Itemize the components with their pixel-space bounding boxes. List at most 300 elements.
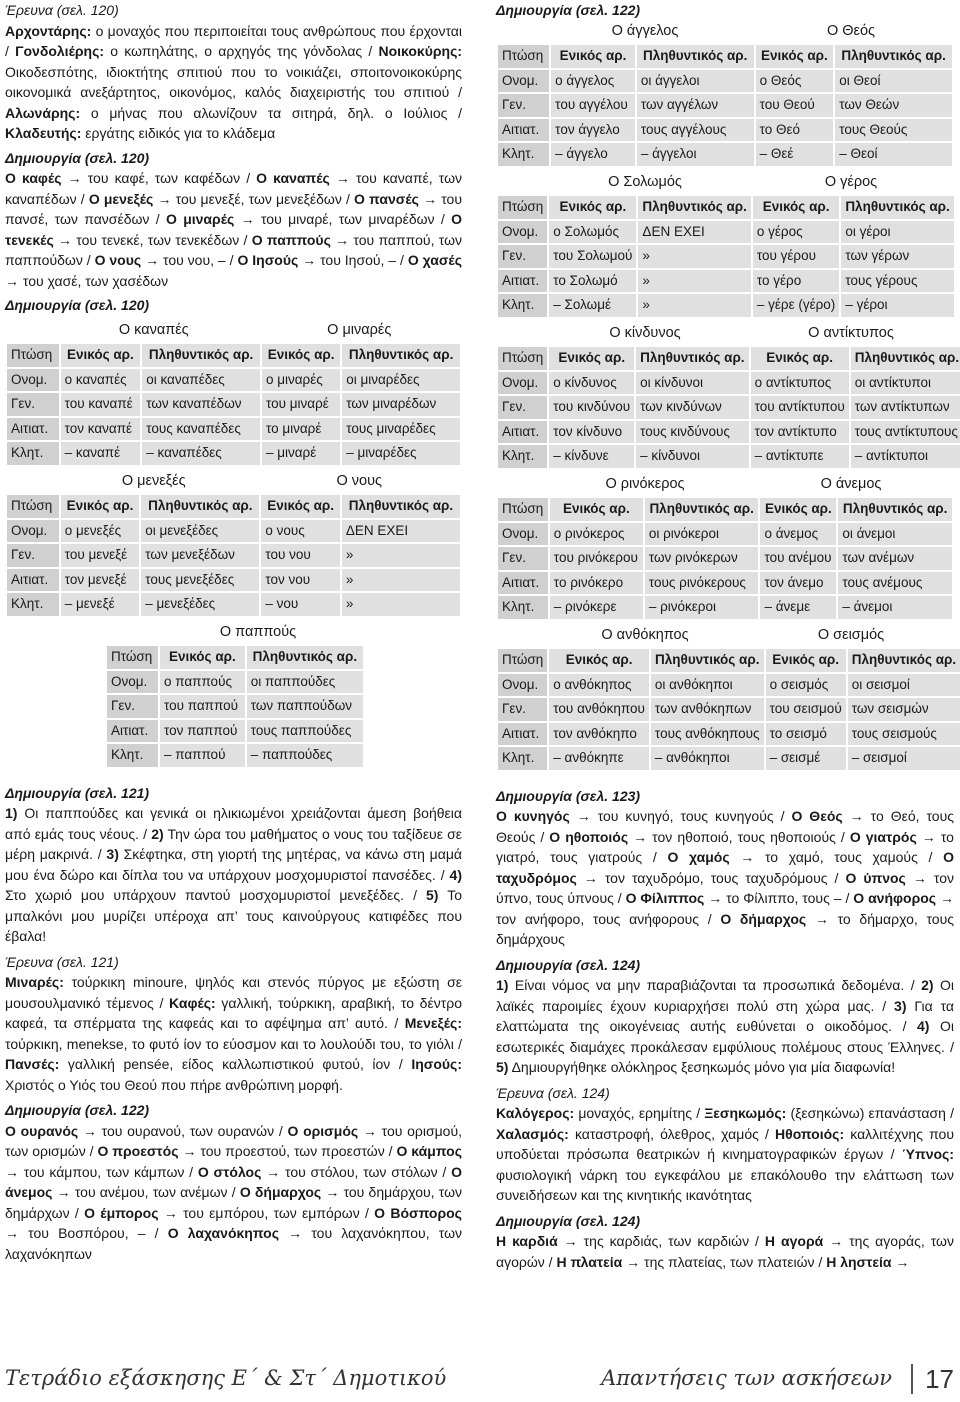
table-title: Ο κίνδυνος — [609, 324, 681, 341]
table-cell: – σεισμέ — [766, 747, 846, 770]
text-run: → της καρδιάς, των καρδιών / — [557, 1233, 765, 1249]
text-run: γαλλική pensée, είδος καλλωπιστικού φυτού, ίον / — [59, 1056, 412, 1072]
table-cell: του ανέμου — [760, 547, 836, 570]
declension-table — [5, 320, 462, 467]
table-cell: – μιναρέ — [262, 442, 340, 465]
text-run: Οι παππούδες και γενικά οι ηλικιωμένοι χρειάζονται άμεση βοήθεια από εμάς τους νέους. / — [5, 805, 462, 842]
bold-term: Ο Θεός — [791, 808, 843, 824]
case-label: Γεν. — [498, 698, 547, 721]
table-cell: τους μενεξέδες — [141, 569, 259, 592]
table-cell: τους παππούδες — [247, 720, 363, 743]
table-row — [498, 245, 954, 268]
section-heading: Δημιουργία (σελ. 122) — [5, 1102, 150, 1118]
text-run: Οι εσωτερικές διαμάχες προκάλεσαν εμφύλιους πολέμους στους Έλληνες. / — [496, 1018, 954, 1055]
table-titles — [5, 471, 462, 492]
table-row — [498, 294, 954, 317]
bold-term: Ηθοποιός: — [775, 1125, 845, 1142]
text-run: → της αγοράς, των αγορών / — [496, 1233, 954, 1270]
paragraph — [496, 1231, 954, 1272]
title-spacer — [496, 625, 542, 646]
case-label: Αιτιατ. — [107, 720, 158, 743]
table-cell: ο ανθόκηπος — [549, 674, 649, 697]
case-column-header: Πτώση — [7, 495, 59, 518]
table-cell: οι κίνδυνοι — [636, 372, 748, 395]
table-cell: » — [638, 294, 750, 317]
table-cell: των καναπέδων — [142, 393, 260, 416]
right-column — [496, 0, 960, 1272]
case-label: Κλητ. — [498, 445, 547, 468]
text-run: Δημιουργήθηκε ολόκληρος ξεσηκωμός μόνο για μία διαφωνία! — [508, 1059, 896, 1075]
bold-term: Μιναρές: — [5, 974, 64, 990]
text-run: → του χασέ, των χασέδων — [5, 272, 169, 289]
table-cell: – άγγελο — [551, 143, 635, 166]
case-label: Ονομ. — [498, 70, 549, 93]
table-cell: – ανθόκηποι — [651, 747, 764, 770]
table-titles — [5, 320, 462, 341]
text-run: → το Φίλιππο, τους – / — [704, 890, 854, 906]
table-cell: του μιναρέ — [262, 393, 340, 416]
text-run: → το δήμαρχο, τους δημάρχους — [496, 910, 954, 947]
table-header-row — [7, 344, 460, 367]
bold-term: Ο ουρανός — [5, 1122, 79, 1139]
number-header: Ενικός αρ. — [756, 45, 834, 68]
case-label: Ονομ. — [498, 221, 547, 244]
table-cell: – μενεξέδες — [141, 593, 259, 616]
case-label: Ονομ. — [498, 372, 547, 395]
paragraph — [5, 972, 462, 1095]
case-label: Γεν. — [498, 94, 549, 117]
table-cell: – νου — [261, 593, 340, 616]
text-run: ο μήνας που αλωνίζουν τα σιτηρά, δηλ. ο Ιούλιος / — [80, 104, 462, 121]
case-column-header: Πτώση — [498, 649, 547, 672]
table-row — [107, 720, 363, 743]
table-title: Ο παππούς — [219, 623, 297, 640]
text-run: καλλιτέχνης που υποδύεται πρόσωπα θεατρικών ή κινηματογραφικών έργων / — [496, 1125, 954, 1162]
section-heading: Δημιουργία (σελ. 120) — [5, 149, 150, 166]
text-run: Σκέφτηκα, στη γιορτή της μητέρας, να κάνω στη μαμά μου ένα δώρο και δίπλα του να υπάρχουν μοσχομυριστοί πανσέδες. / — [5, 846, 463, 883]
paragraph — [5, 803, 462, 947]
table-cell: των ρινόκερων — [645, 547, 759, 570]
case-label: Κλητ. — [498, 596, 548, 619]
table-row — [7, 442, 460, 465]
text-run: ο μοναχός που περιποιείται τους ανθρώπους που έρχονται / — [5, 22, 462, 59]
text-run: → το χαμό, τους χαμούς / — [729, 849, 944, 865]
text-run: Οικοδεσπότης, ιδιοκτήτης σπιτιού που το νοικιάζει, σποιτονοικοκύρης οικονομικά ανεξάρτητος, οικονόμος, καλός διαχειριστής του σπιτιού / — [5, 63, 462, 100]
table-cell: τους ρινόκερους — [645, 572, 759, 595]
text-run: → τον ύπνο, τους ύπνους / — [496, 869, 955, 906]
case-label: Κλητ. — [498, 294, 547, 317]
table-cell: – γέροι — [841, 294, 953, 317]
case-label: Γεν. — [498, 245, 547, 268]
table-cell: – καναπέδες — [142, 442, 260, 465]
bold-term: Χαλασμός: — [496, 1125, 569, 1142]
text-run: τούρκικη minoure, ψηλός και στενός πύργος με εξώστη σε μουσουλμανικό τέμενος / — [5, 974, 462, 1011]
table-row — [498, 523, 952, 546]
table-cell: του αγγέλου — [551, 94, 635, 117]
case-label: Κλητ. — [7, 593, 59, 616]
table-cell: τον αντίκτυπο — [751, 421, 849, 444]
table-row — [498, 270, 954, 293]
table-cell: ο αντίκτυπος — [751, 372, 849, 395]
case-label: Κλητ. — [107, 744, 158, 767]
table-cell: ο άνεμος — [760, 523, 836, 546]
case-label: Κλητ. — [498, 143, 549, 166]
text-run: Το μπαλκόνι μου μυρίζει υπέροχα απ’ τους καινούργους κατιφέδες που έβαλα! — [5, 887, 463, 944]
table-cell: ο γέρος — [753, 221, 839, 244]
bold-term: Μενεξές: — [404, 1015, 462, 1031]
case-label: Ονομ. — [498, 523, 548, 546]
case-label: Γεν. — [498, 547, 548, 570]
bold-term: Η πλατεία — [556, 1253, 623, 1270]
text-run: καταστροφή, όλεθρος, χαμός / — [568, 1125, 776, 1142]
text-run: → του πανσέ, των πανσέδων / — [5, 190, 462, 227]
section-heading: Έρευνα (σελ. 121) — [5, 953, 119, 970]
table-cell: των αντίκτυπων — [851, 396, 960, 419]
text-run: → του προεστού, των προεστών / — [178, 1143, 397, 1159]
case-label: Κλητ. — [7, 442, 59, 465]
table-row — [498, 143, 952, 166]
table-cell: του παππού — [160, 695, 245, 718]
text-run: → του κυνηγό, τους κυνηγούς / — [569, 808, 792, 824]
table-cell: – ρινόκερε — [550, 596, 643, 619]
declension-table — [496, 323, 960, 470]
case-column-header: Πτώση — [498, 45, 549, 68]
text-run: εργάτης ειδικός για το κλάδεμα — [81, 125, 276, 141]
table-cell: ο Σολωμός — [549, 221, 636, 244]
bold-term: Η καρδιά — [496, 1233, 558, 1249]
table-cell: – παππούδες — [247, 744, 363, 767]
number-header: Πληθυντικός αρ. — [848, 649, 960, 672]
number-header: Ενικός αρ. — [760, 498, 836, 521]
table-header-row — [498, 498, 952, 521]
bold-term: Ο ηθοποιός — [549, 828, 629, 845]
table-cell: τον άγγελο — [551, 119, 635, 142]
table-title: Ο μιναρές — [327, 321, 392, 338]
text-run: → του Ιησού, – / — [298, 252, 408, 268]
table-cell: του νου — [261, 544, 340, 567]
footer-book-title: Τετράδιο εξάσκησης Ε΄ & Στ΄ Δημοτικού — [5, 1366, 447, 1390]
table-titles — [105, 622, 365, 643]
table-cell: – Θεέ — [756, 143, 834, 166]
table-cell: οι παππούδες — [247, 671, 363, 694]
text-run: τούρκικη, menekse, το φυτό ίον το εύοσμον και το λουλούδι του, το γιόλι / — [5, 1035, 462, 1052]
declension-grid — [496, 647, 960, 772]
table-cell: τους καναπέδες — [142, 418, 260, 441]
table-cell: τους γέρους — [841, 270, 953, 293]
case-label: Αιτιατ. — [498, 119, 549, 142]
declension-grid — [496, 496, 954, 621]
table-cell: του ρινόκερου — [550, 547, 643, 570]
table-row — [107, 671, 363, 694]
case-label: Γεν. — [107, 695, 158, 718]
table-row — [498, 396, 960, 419]
text-run: → του μιναρέ, των μιναρέδων / — [234, 211, 452, 227]
table-cell: οι άγγελοι — [637, 70, 754, 93]
number-header: Ενικός αρ. — [262, 344, 340, 367]
declension-table — [496, 474, 954, 621]
table-cell: » — [638, 270, 750, 293]
table-cell: ο παππούς — [160, 671, 245, 694]
table-cell: τον καναπέ — [61, 418, 141, 441]
text-run: → το Θεό, τους Θεούς / — [496, 808, 954, 845]
table-title: Ο Σολωμός — [608, 173, 682, 190]
bold-term: Νοικοκύρης: — [378, 43, 463, 59]
table-row — [498, 94, 952, 117]
title-spacer — [5, 471, 51, 492]
number-header: Ενικός αρ. — [551, 45, 635, 68]
section-heading: Έρευνα (σελ. 120) — [5, 2, 119, 18]
table-title: Ο αντίκτυπος — [808, 324, 894, 341]
declension-table — [5, 471, 462, 618]
case-label: Ονομ. — [498, 674, 547, 697]
table-cell: ο μιναρές — [262, 369, 340, 392]
text-run: → του Βοσπόρου, – / — [5, 1225, 168, 1241]
bold-term: Ο νους — [94, 252, 142, 268]
bold-term: Ο κυνηγός — [496, 808, 570, 824]
left-column — [5, 0, 462, 1264]
table-row — [498, 70, 952, 93]
text-run: → το γιατρό, τους γιατρούς / — [496, 828, 954, 865]
bold-term: Καλόγερος: — [496, 1105, 575, 1121]
table-cell: το ρινόκερο — [550, 572, 643, 595]
table-header-row — [107, 646, 363, 669]
table-row — [498, 572, 952, 595]
table-cell: – Σολωμέ — [549, 294, 636, 317]
case-label: Αιτιατ. — [498, 421, 547, 444]
text-run: ο κωπηλάτης, ο αρχηγός της γόνδολας / — [104, 43, 379, 59]
table-cell: του Σολωμού — [549, 245, 636, 268]
text-run: Χριστός ο Υιός του Θεού που πήρε ανθρώπινη μορφή. — [5, 1076, 343, 1093]
text-run: → του τενεκέ, των τενεκέδων / — [53, 231, 252, 248]
bold-term: Ο δήμαρχος — [239, 1184, 322, 1200]
table-cell: ο ρινόκερος — [550, 523, 643, 546]
table-cell: ο σεισμός — [766, 674, 846, 697]
table-header-row — [498, 649, 960, 672]
bold-term: Ο προεστός — [97, 1143, 179, 1159]
section-heading: Δημιουργία (σελ. 124) — [496, 956, 641, 973]
table-cell: τους μιναρέδες — [342, 418, 460, 441]
table-title: Ο ρινόκερος — [605, 475, 685, 492]
number-header: Πληθυντικός αρ. — [638, 196, 750, 219]
case-label: Γεν. — [7, 393, 59, 416]
title-spacer — [496, 172, 542, 193]
bold-term: 1) — [5, 805, 18, 821]
text-run: → του ορισμού, των ορισμών / — [5, 1122, 463, 1159]
text-run: γαλλική, τούρκικη, αραβική, το δέντρο καφεά, τα σπέρματα της καφεάς και το αφέψημα απ’ αυτό. / — [5, 994, 462, 1031]
table-row — [498, 547, 952, 570]
case-column-header: Πτώση — [498, 498, 548, 521]
bold-term: Καφές: — [169, 994, 216, 1011]
bold-term: Ο Βόσπορος — [374, 1204, 462, 1221]
table-cell: τον ανθόκηπο — [549, 723, 649, 746]
section-heading: Δημιουργία (σελ. 120) — [5, 297, 150, 313]
section-heading: Έρευνα (σελ. 124) — [496, 1084, 610, 1101]
number-header: Πληθυντικός αρ. — [141, 495, 259, 518]
table-cell: – αντίκτυπε — [751, 445, 849, 468]
number-header: Ενικός αρ. — [751, 347, 849, 370]
number-header: Πληθυντικός αρ. — [651, 649, 764, 672]
table-cell: – άνεμε — [760, 596, 836, 619]
table-cell: ΔΕΝ ΕΧΕΙ — [638, 221, 750, 244]
declension-grid — [105, 644, 365, 769]
table-cell: – κίνδυνοι — [636, 445, 748, 468]
case-label: Αιτιατ. — [7, 418, 59, 441]
declension-grid — [496, 43, 954, 168]
bold-term: Ο καναπές — [256, 170, 330, 186]
table-row — [7, 393, 460, 416]
bold-term: Ο χαμός — [667, 849, 730, 865]
table-cell: οι ρινόκεροι — [645, 523, 759, 546]
number-header: Πληθυντικός αρ. — [142, 344, 260, 367]
table-cell: οι μενεξέδες — [141, 520, 259, 543]
bold-term: Ο λαχανόκηπος — [167, 1225, 280, 1241]
number-header: Πληθυντικός αρ. — [645, 498, 759, 521]
table-cell: – σεισμοί — [848, 747, 960, 770]
bold-term: Ο παππούς — [251, 231, 331, 248]
bold-term: Ύπνος: — [902, 1146, 954, 1162]
paragraph — [496, 1103, 954, 1206]
paragraph — [5, 168, 462, 291]
table-cell: του Θεού — [756, 94, 834, 117]
bold-term: Ο χασές — [407, 252, 463, 268]
table-cell: τους ανθόκηπους — [651, 723, 764, 746]
table-cell: το γέρο — [753, 270, 839, 293]
table-cell: του ανθόκηπου — [549, 698, 649, 721]
table-cell: οι ανθόκηποι — [651, 674, 764, 697]
number-header: Ενικός αρ. — [549, 347, 634, 370]
table-cell: το Θεό — [756, 119, 834, 142]
case-column-header: Πτώση — [498, 347, 547, 370]
table-cell: – παππού — [160, 744, 245, 767]
table-cell: – γέρε (γέρο) — [753, 294, 839, 317]
table-header-row — [498, 196, 954, 219]
table-cell: του καναπέ — [61, 393, 141, 416]
table-cell: του γέρου — [753, 245, 839, 268]
case-label: Αιτιατ. — [498, 723, 547, 746]
bold-term: Ο Φίλιππος — [625, 890, 705, 906]
table-titles — [496, 172, 954, 193]
declension-grid — [496, 345, 960, 470]
number-header: Πληθυντικός αρ. — [342, 495, 460, 518]
table-header-row — [498, 45, 952, 68]
table-cell: ο μενεξές — [61, 520, 140, 543]
table-cell: ο κίνδυνος — [549, 372, 634, 395]
text-run: Οι λαϊκές παροιμίες έχουν κυριαρχήσει πολύ στη χώρα μας. / — [496, 977, 954, 1014]
number-header: Ενικός αρ. — [61, 495, 140, 518]
text-run: → του στόλου, των στόλων / — [261, 1163, 452, 1180]
title-spacer — [496, 323, 542, 344]
bold-term: Η ληστεία — [826, 1253, 892, 1270]
number-header: Ενικός αρ. — [766, 649, 846, 672]
declension-table — [496, 625, 957, 772]
number-header: Ενικός αρ. — [753, 196, 839, 219]
case-column-header: Πτώση — [7, 344, 59, 367]
table-row — [7, 569, 460, 592]
table-titles — [496, 21, 954, 42]
table-row — [7, 369, 460, 392]
table-cell: » — [342, 569, 460, 592]
title-spacer — [5, 320, 51, 341]
text-run: → — [891, 1253, 910, 1270]
table-cell: ο Θεός — [756, 70, 834, 93]
bold-term: 1) — [496, 977, 509, 993]
title-spacer — [105, 622, 151, 643]
bold-term: Ο ανήφορος — [853, 890, 937, 906]
table-cell: το Σολωμό — [549, 270, 636, 293]
text-run: → του ανέμου, των ανέμων / — [52, 1184, 240, 1200]
bold-term: Ξεσηκωμός: — [704, 1105, 787, 1121]
number-header: Ενικός αρ. — [549, 649, 649, 672]
table-titles — [496, 323, 954, 344]
text-run: → του μενεξέ, των μενεξέδων / — [153, 190, 354, 207]
table-cell: » — [638, 245, 750, 268]
table-cell: οι καναπέδες — [142, 369, 260, 392]
text-run: Στο χωριό μου υπάρχουν παντού μοσχομυριστοί μενεξέδες. / — [5, 887, 426, 903]
bold-term: Ο καφές — [5, 170, 62, 186]
table-cell: των αγγέλων — [637, 94, 754, 117]
table-cell: – Θεοί — [835, 143, 952, 166]
case-label: Κλητ. — [498, 747, 547, 770]
case-column-header: Πτώση — [107, 646, 158, 669]
declension-table — [105, 622, 365, 769]
declension-table — [496, 21, 954, 168]
title-spacer — [496, 474, 542, 495]
table-cell: – άνεμοι — [838, 596, 952, 619]
table-row — [7, 520, 460, 543]
table-title: Ο γέρος — [824, 173, 878, 190]
table-cell: των σεισμών — [848, 698, 960, 721]
table-cell: των μενεξέδων — [141, 544, 259, 567]
bold-term: Γονδολιέρης: — [15, 43, 105, 59]
bold-term: 4) — [449, 866, 462, 883]
number-header: Πληθυντικός αρ. — [636, 347, 748, 370]
number-header: Ενικός αρ. — [261, 495, 340, 518]
text-run: → του κάμπου, των κάμπων / — [5, 1163, 198, 1180]
table-cell: των κινδύνων — [636, 396, 748, 419]
section-heading: Δημιουργία (σελ. 124) — [496, 1212, 641, 1229]
text-run: → του νου, – / — [141, 252, 238, 268]
text-run: → του δημάρχου, των δημάρχων / — [5, 1184, 462, 1221]
table-cell: τους ανέμους — [838, 572, 952, 595]
number-header: Πληθυντικός αρ. — [247, 646, 363, 669]
text-run: Για τα ελαττώματα της οικογένειας αυτής ευθύνεται ο οικοδόμος. / — [496, 997, 954, 1034]
table-cell: ο νους — [261, 520, 340, 543]
table-titles — [496, 474, 954, 495]
table-cell: τους αγγέλους — [637, 119, 754, 142]
table-cell: το σεισμό — [766, 723, 846, 746]
case-label: Ονομ. — [107, 671, 158, 694]
footer-section-title: Απαντήσεις των ασκήσεων — [601, 1366, 892, 1390]
table-cell: τον παππού — [160, 720, 245, 743]
number-header: Πληθυντικός αρ. — [838, 498, 952, 521]
text-run: → τον ταχυδρόμο, τους ταχυδρόμους / — [576, 869, 846, 886]
table-cell: οι Θεοί — [835, 70, 952, 93]
table-cell: ο καναπές — [61, 369, 141, 392]
page-number: 17 — [911, 1364, 954, 1394]
table-cell: των ανέμων — [838, 547, 952, 570]
bold-term: Ο ταχυδρόμος — [496, 849, 954, 886]
bold-term: Πανσές: — [5, 1056, 60, 1072]
bold-term: 2) — [151, 825, 164, 842]
bold-term: Ο έμπορος — [84, 1204, 159, 1221]
bold-term: Ο Ιησούς — [237, 252, 299, 268]
number-header: Πληθυντικός αρ. — [342, 344, 460, 367]
table-cell: των μιναρέδων — [342, 393, 460, 416]
table-row — [498, 421, 960, 444]
bold-term: Ο ορισμός — [287, 1122, 359, 1139]
table-title: Ο άγγελος — [611, 22, 679, 39]
page-footer — [0, 1362, 960, 1402]
